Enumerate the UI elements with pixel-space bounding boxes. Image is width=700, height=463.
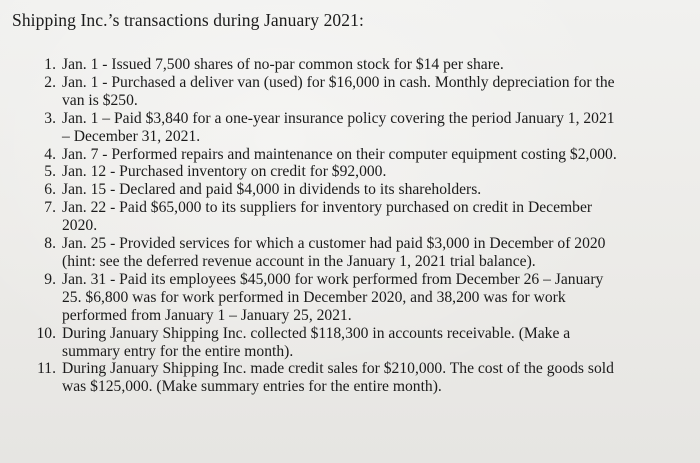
item-line: Jan. 22 - Paid $65,000 to its suppliers for inventory purchased on credit in December <box>62 199 593 217</box>
item-text <box>62 110 686 146</box>
item-line: Jan. 1 – Paid $3,840 for a one-year insurance policy covering the period January 1, 2021 <box>62 109 615 127</box>
item-text <box>62 360 686 396</box>
item-text <box>62 146 686 164</box>
item-line: (hint: see the deferred revenue account in the January 1, 2021 trial balance). <box>62 252 536 270</box>
item-text <box>62 163 686 181</box>
list-item-3 <box>26 110 686 146</box>
item-line: summary entry for the entire month). <box>62 342 294 360</box>
item-line: Jan. 1 - Issued 7,500 shares of no-par common stock for $14 per share. <box>62 56 504 73</box>
list-item-8 <box>26 235 686 271</box>
item-line: 2020. <box>62 217 98 235</box>
list-item-2 <box>26 74 686 110</box>
item-line: During January Shipping Inc. made credit sales for $210,000. The cost of the goods sold <box>62 360 614 378</box>
list-item-11 <box>26 360 686 396</box>
list-item-6 <box>26 181 686 199</box>
item-number: 10. <box>36 324 56 342</box>
item-number: 2. <box>44 73 56 91</box>
item-number: 1. <box>44 56 56 73</box>
item-text <box>62 74 686 110</box>
list-item-10 <box>26 325 686 361</box>
item-line: was $125,000. (Make summary entries for the entire month). <box>62 378 442 396</box>
list-item-9 <box>26 271 686 325</box>
list-item-7 <box>26 199 686 235</box>
item-text <box>62 235 686 271</box>
item-number: 7. <box>44 199 56 217</box>
item-number: 3. <box>44 109 56 127</box>
item-line: Jan. 12 - Purchased inventory on credit for $92,000. <box>62 163 387 181</box>
item-line: performed from January 1 – January 25, 2021. <box>62 306 352 324</box>
item-line: Jan. 31 - Paid its employees $45,000 for work performed from December 26 – January <box>62 270 604 288</box>
item-number: 8. <box>44 235 56 253</box>
item-number: 5. <box>44 163 56 181</box>
item-text <box>62 325 686 361</box>
item-line: Jan. 25 - Provided services for which a customer had paid $3,000 in December of 2020 <box>62 235 606 253</box>
list-item-5 <box>26 163 686 181</box>
page-title: Shipping Inc.’s transactions during January 2021: <box>12 10 364 30</box>
item-text <box>62 56 686 74</box>
list-item-4 <box>26 146 686 164</box>
item-line: 25. $6,800 was for work performed in December 2020, and 38,200 was for work <box>62 288 566 306</box>
list-item-1 <box>26 56 686 74</box>
item-line: van is $250. <box>62 91 138 109</box>
item-text <box>62 199 686 235</box>
item-number: 6. <box>44 181 56 199</box>
item-line: Jan. 1 - Purchased a deliver van (used) for $16,000 in cash. Monthly depreciation for the <box>62 73 615 91</box>
item-line: Jan. 15 - Declared and paid $4,000 in dividends to its shareholders. <box>62 181 482 199</box>
item-number: 4. <box>44 145 56 163</box>
transaction-list <box>26 56 686 396</box>
item-line: Jan. 7 - Performed repairs and maintenance on their computer equipment costing $2,000. <box>62 145 617 163</box>
item-line: – December 31, 2021. <box>62 127 201 145</box>
item-number: 9. <box>44 270 56 288</box>
item-text <box>62 181 686 199</box>
item-line: During January Shipping Inc. collected $118,300 in accounts receivable. (Make a <box>62 324 571 342</box>
item-number: 11. <box>37 360 56 378</box>
item-text <box>62 271 686 325</box>
